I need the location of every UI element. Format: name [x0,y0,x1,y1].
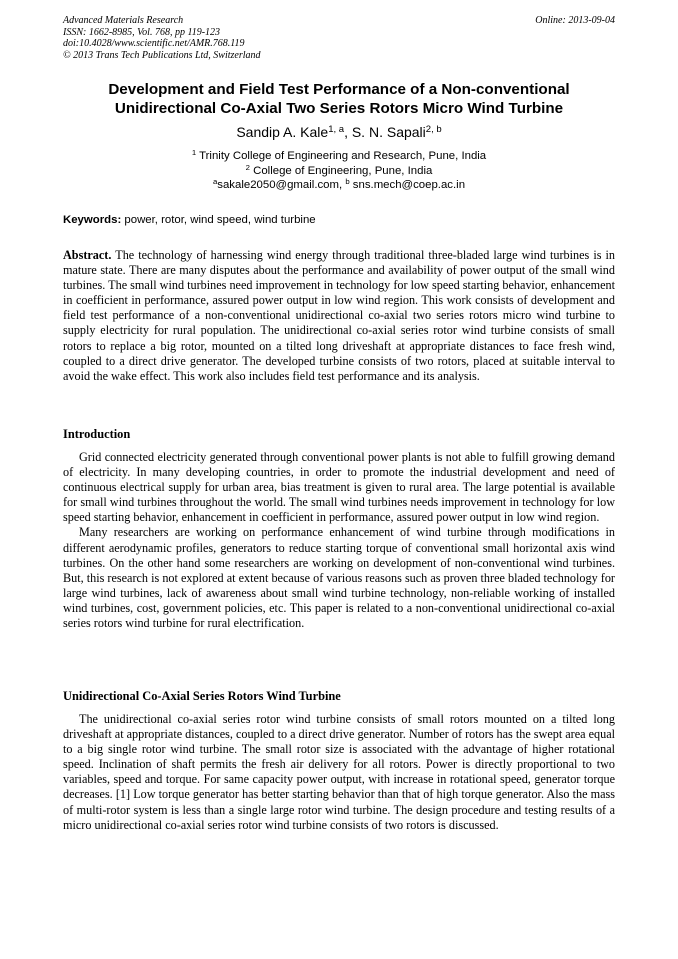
author-affil-mark: 2, b [425,123,442,135]
email-mark: a [212,176,218,186]
section-heading-introduction: Introduction [63,427,131,441]
affil-text: College of Engineering, Pune, India [249,164,433,177]
email-address: sns.mech@coep.ac.in [349,179,466,191]
email-address: sakale2050@gmail.com, [217,179,346,191]
affiliation-1 [60,149,618,164]
section-heading-unidirectional: Unidirectional Co-Axial Series Rotors Wind Turbine [63,689,341,703]
author-name: Sandip A. Kale [236,124,329,140]
paper-title [60,80,618,118]
author-affil-mark: 1, a [328,123,345,135]
paragraph: The unidirectional co-axial series rotor wind turbine consists of small rotors mounted on a tilted long driveshaft at appropriate distances, coupled to a direct drive generator. Number of rotors has the swept area equal to a big single rotor wind turbine. The small rotor size is associated with the advantage of higher rotational speed. Inclination of shaft permits the fresh air delivery for all rotors. Power is directly proportional to two variables, speed and torque. For same capacity power output, with increase in rotational speed, generator torque decreases. [1] Low torque generator has better starting behavior than that of high torque generator. Also the mass of multi-rotor system is less than a single large rotor wind turbine. The design procedure and testing results of a micro unidirectional co-axial series rotor wind turbine consists of two rotors is discussed. [63,712,615,832]
abstract [63,248,615,384]
email-line [60,178,618,193]
introduction-section [63,450,615,631]
affiliations [60,149,618,193]
author-separator: , [344,124,352,140]
title-line-1: Development and Field Test Performance of a Non-conventional [108,81,570,98]
keywords [63,213,615,227]
journal-issn: ISSN: 1662-8985, Vol. 768, pp 119-123 [63,26,221,38]
keywords-text: power, rotor, wind speed, wind turbine [121,214,316,226]
affiliation-2 [60,164,618,179]
affil-text: Trinity College of Engineering and Research, Pune, India [196,150,487,162]
unidirectional-section [63,712,615,833]
affil-mark: 1 [191,147,197,157]
journal-copyright: © 2013 Trans Tech Publications Ltd, Switzerland [63,49,261,61]
paragraph: Many researchers are working on performance enhancement of wind turbine through modifications in different aerodynamic profiles, generators to reduce starting torque of conventional small horizontal axis wind turbines. On the other hand some researchers are working on development of non-conventional wind turbines. But, this research is not explored at extent because of various reasons such as proven three bladed technology for large wind turbines, lack of awareness about small wind turbine technology, non-reliable working of installed wind turbines, cost, government policies, etc. This paper is related to a non-conventional unidirectional co-axial series rotors wind turbine for rural electrification. [63,525,615,631]
journal-header [63,15,615,61]
keywords-label: Keywords: [63,214,122,226]
paragraph: Grid connected electricity generated through conventional power plants is not able to fulfill growing demand of electricity. In many developing countries, in order to promote the industrial development and need of continuous electrical supply for urban area, bias treatment is given to rural area. The large potential is available for small wind turbines throughout the world. The small wind turbines needs improvement in technology for low speed starting behavior, enhancement in coefficient in performance, assured power output in low wind region. [63,450,615,525]
title-line-2: Unidirectional Co-Axial Two Series Rotors Micro Wind Turbine [114,100,564,117]
author-name: S. N. Sapali [351,124,426,140]
author-list [60,124,618,141]
online-date: Online: 2013-09-04 [535,15,615,26]
journal-doi: doi:10.4028/www.scientific.net/AMR.768.119 [63,38,245,49]
email-mark: b [345,176,350,186]
affil-mark: 2 [245,162,250,172]
abstract-label: Abstract. [63,248,112,262]
journal-name: Advanced Materials Research [63,15,184,26]
abstract-text: The technology of harnessing wind energy through traditional three-bladed large wind turbines is in mature state. There are many disputes about the performance and availability of power output of the small wind turbines. The small wind turbines need improvement in technology for low speed starting behavior, enhancement in coefficient in performance, assured power output in low wind region. This work consists of development and field test performance of a non-conventional unidirectional co-axial two series rotors micro wind turbine to supply electricity for rural population. The unidirectional co-axial series rotor wind turbine consists of small rotors to replace a big rotor, mounted on a tilted long driveshaft at appropriate distances to face fresh wind, coupled to a direct drive generator. The developed turbine consists of two rotors, placed at suitable interval to avoid the wake effect. This work also includes field test performance and its analysis. [63,248,615,383]
